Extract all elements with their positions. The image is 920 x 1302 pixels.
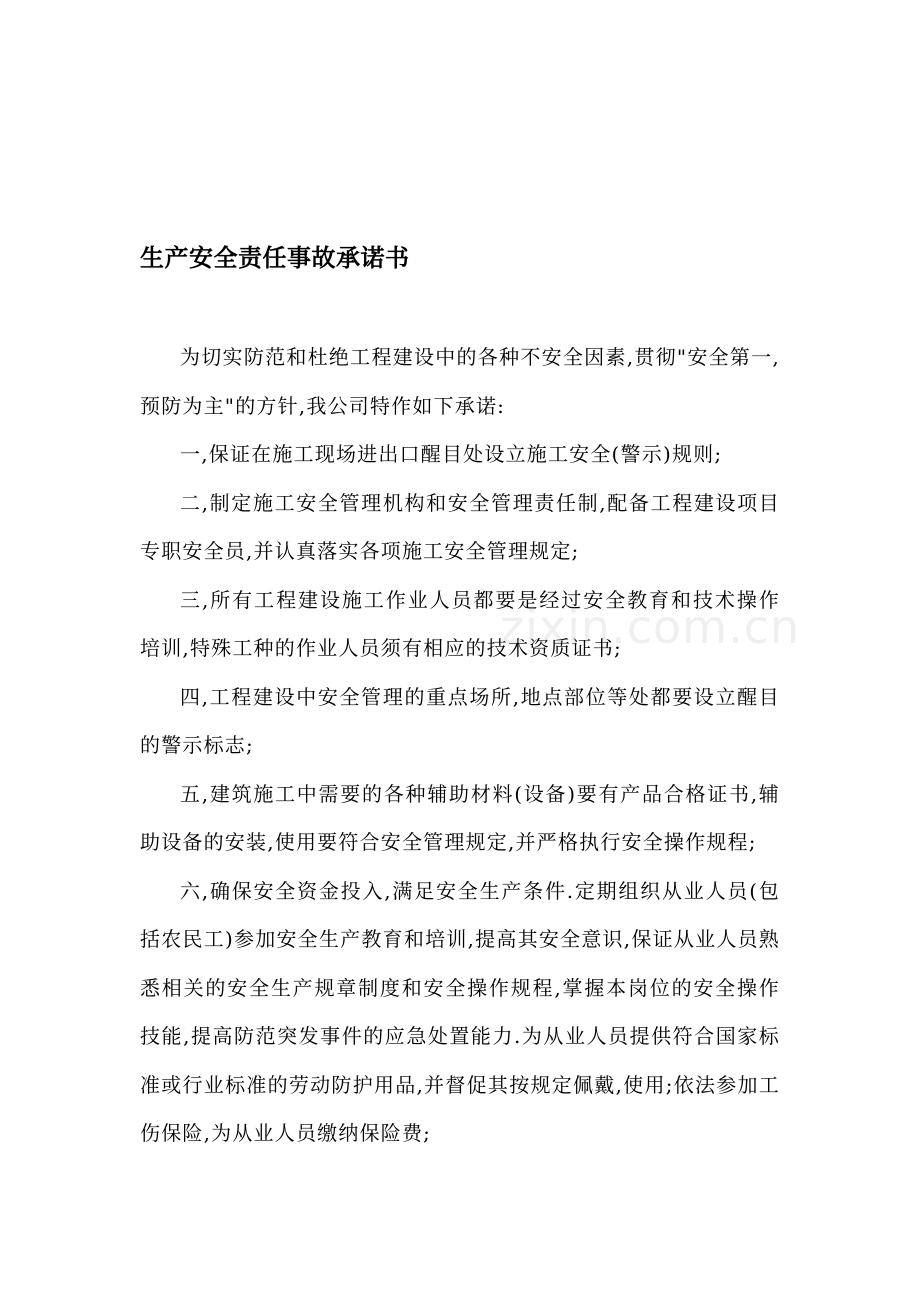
document-body bbox=[140, 333, 780, 1158]
commitment-item-3: 三,所有工程建设施工作业人员都要是经过安全教育和技术操作培训,特殊工种的作业人员须有相应的技术资质证书; bbox=[140, 587, 780, 660]
intro-paragraph: 为切实防范和杜绝工程建设中的各种不安全因素,贯彻"安全第一,预防为主"的方针,我公司特作如下承诺: bbox=[140, 345, 780, 418]
watermark: zixin.com.cn bbox=[500, 600, 801, 654]
commitment-item-4: 四,工程建设中安全管理的重点场所,地点部位等处都要设立醒目的警示标志; bbox=[140, 684, 780, 757]
document-title: 生产安全责任事故承诺书 bbox=[140, 244, 410, 272]
commitment-item-6: 六,确保安全资金投入,满足安全生产条件.定期组织从业人员(包括农民工)参加安全生产教育和培训,提高其安全意识,保证从业人员熟悉相关的安全生产规章制度和安全操作规程,掌握本岗位的安全操作技能,提高防范突发事件的应急处置能力.为从业人员提供符合国家标准或行业标准的劳动防护用品,并督促其按规定佩戴,使用;依法参加工伤保险,为从业人员缴纳保险费; bbox=[140, 878, 780, 1145]
commitment-item-5: 五,建筑施工中需要的各种辅助材料(设备)要有产品合格证书,辅助设备的安装,使用要符合安全管理规定,并严格执行安全操作规程; bbox=[140, 781, 780, 854]
commitment-item-2: 二,制定施工安全管理机构和安全管理责任制,配备工程建设项目专职安全员,并认真落实各项施工安全管理规定; bbox=[140, 490, 780, 563]
commitment-item-1: 一,保证在施工现场进出口醒目处设立施工安全(警示)规则; bbox=[180, 442, 723, 466]
